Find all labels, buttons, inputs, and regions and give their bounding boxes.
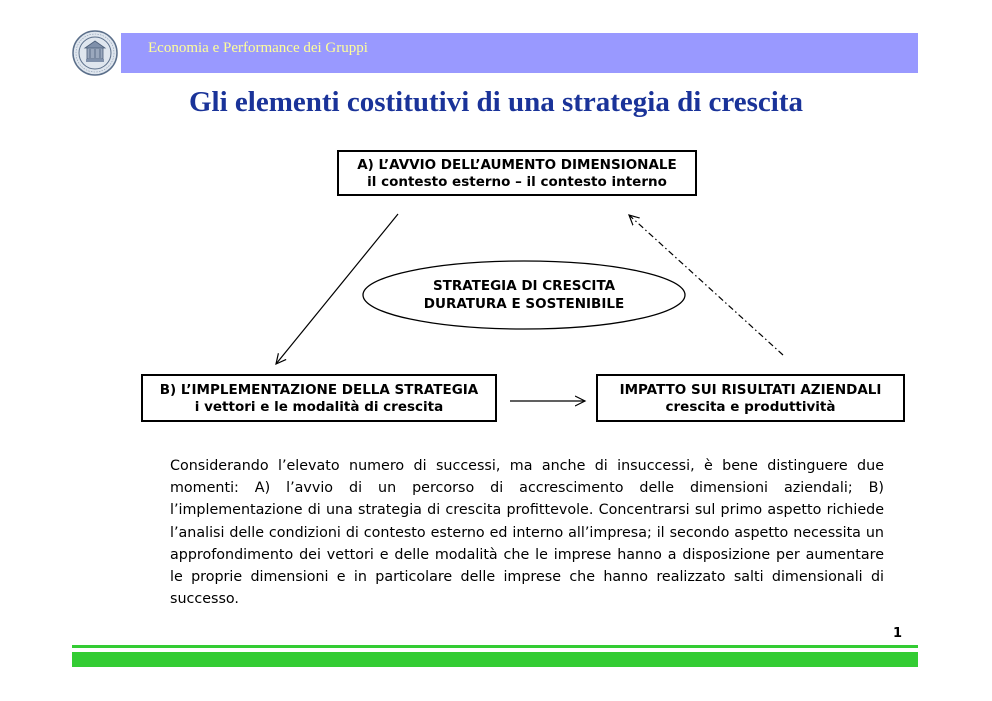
box-c-heading: IMPATTO SUI RISULTATI AZIENDALI xyxy=(619,382,882,398)
course-title: Economia e Performance dei Gruppi xyxy=(148,40,368,56)
box-impatto-risultati xyxy=(596,374,905,422)
page-number: 1 xyxy=(893,626,903,641)
slide-title: Gli elementi costitutivi di una strategia di crescita xyxy=(188,86,803,118)
body-paragraph: Considerando l’elevato numero di successi, ma anche di insuccessi, è bene distinguere due momenti: A) l’avvio di un percorso di accrescimento delle dimensioni aziendali; B) l’implementazione di una strategia di crescita profittevole. Concentrarsi sul primo aspetto richiede l’analisi delle condizioni di contesto esterno ed interno all’impresa; il secondo aspetto necessita un approfondimento dei vettori e delle modalità che le imprese hanno a disposizione per aumentare le proprie dimensioni e in particolare delle imprese che hanno realizzato salti dimensionali di successo. xyxy=(170,458,884,608)
center-line1: STRATEGIA DI CRESCITA xyxy=(432,278,616,294)
box-a-heading: A) L’AVVIO DELL’AUMENTO DIMENSIONALE xyxy=(357,157,677,173)
box-avvio-aumento-dimensionale xyxy=(337,150,697,196)
footer-rule-thin xyxy=(72,645,918,648)
center-strategy-label xyxy=(362,277,686,313)
box-implementazione-strategia xyxy=(141,374,497,422)
box-b-subheading: i vettori e le modalità di crescita xyxy=(194,399,444,415)
center-line2: DURATURA E SOSTENIBILE xyxy=(423,296,625,312)
footer-rule-thick xyxy=(72,652,918,667)
box-c-subheading: crescita e produttività xyxy=(665,399,836,415)
box-b-heading: B) L’IMPLEMENTAZIONE DELLA STRATEGIA xyxy=(159,382,479,398)
box-a-subheading: il contesto esterno – il contesto interno xyxy=(367,174,667,190)
